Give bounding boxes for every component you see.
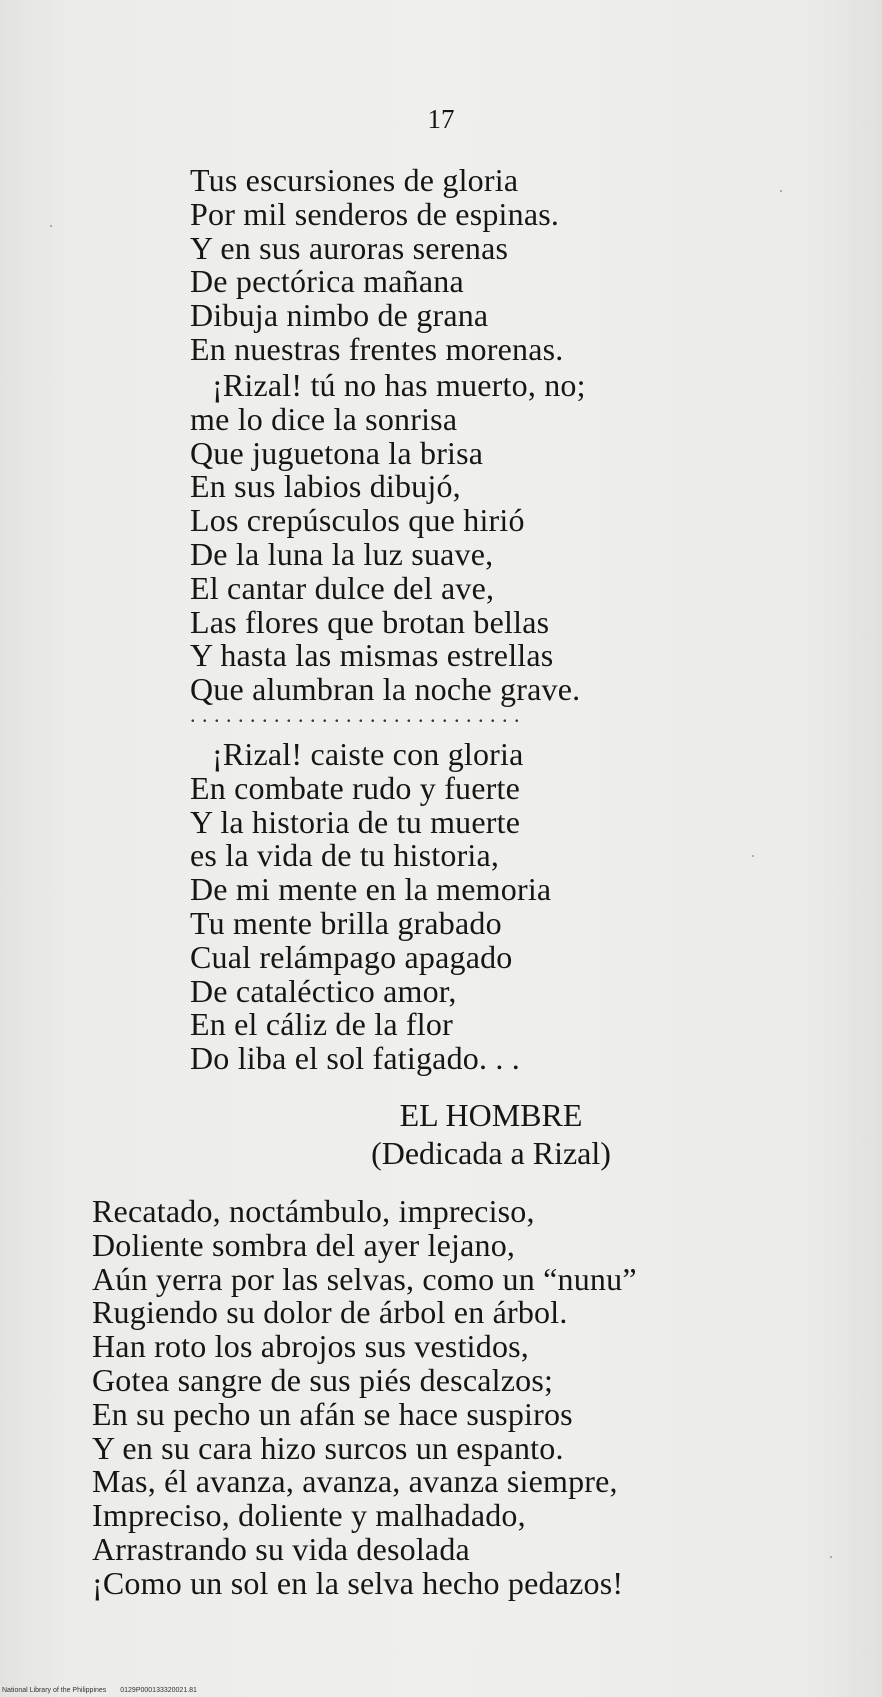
verse-line: Los crepúsculos que hirió <box>190 502 525 539</box>
verse-line: Por mil senderos de espinas. <box>190 195 560 232</box>
verse-line: Recatado, noctámbulo, impreciso, <box>92 1193 535 1229</box>
stanza-3 <box>190 738 551 1076</box>
verse-line: ¡Rizal! tú no has muerto, no; <box>212 367 586 403</box>
verse-line: me lo dice la sonrisa <box>190 400 458 437</box>
verse-line: Impreciso, doliente y malhadado, <box>92 1497 526 1534</box>
verse-line: Arrastrando su vida desolada <box>92 1530 470 1567</box>
scan-speck <box>830 1556 832 1558</box>
verse-line: Doliente sombra del ayer lejano, <box>92 1226 516 1263</box>
verse-line: De pectórica mañana <box>190 263 464 300</box>
verse-line: Han roto los abrojos sus vestidos, <box>92 1328 530 1365</box>
scan-speck <box>50 225 52 227</box>
verse-line: ¡Como un sol en la selva hecho pedazos! <box>92 1564 624 1601</box>
verse-line: Y hasta las mismas estrellas <box>190 637 554 674</box>
verse-line: En el cáliz de la flor <box>190 1006 453 1043</box>
verse-line: Tus escursiones de gloria <box>190 162 519 198</box>
verse-line: Dibuja nimbo de grana <box>190 297 489 334</box>
verse-line: En sus labios dibujó, <box>190 468 461 505</box>
scan-speck <box>780 190 782 192</box>
ellipsis-separator: ............................ <box>190 702 526 727</box>
verse-line: Mas, él avanza, avanza, avanza siempre, <box>92 1463 618 1500</box>
verse-line: Rugiendo su dolor de árbol en árbol. <box>92 1294 568 1331</box>
page-number: 17 <box>427 104 455 134</box>
verse-line: En combate rudo y fuerte <box>190 769 521 806</box>
poem-title: EL HOMBRE <box>399 1097 583 1133</box>
verse-line: En su pecho un afán se hace suspiros <box>92 1395 573 1432</box>
stanza-1 <box>190 164 563 367</box>
verse-line: El cantar dulce del ave, <box>190 569 495 606</box>
verse-line: Las flores que brotan bellas <box>190 603 550 640</box>
stanza-4 <box>92 1195 637 1601</box>
verse-line: es la vida de tu historia, <box>190 837 500 874</box>
verse-line: Aún yerra por las selvas, como un “nunu” <box>92 1260 637 1297</box>
poem-dedication: (Dedicada a Rizal) <box>371 1135 611 1171</box>
verse-line: En nuestras frentes morenas. <box>190 330 564 367</box>
verse-line: Y la historia de tu muerte <box>190 803 521 840</box>
footer-item-id: 0129P000133320021.81 <box>120 1687 197 1694</box>
verse-line: Que juguetona la brisa <box>190 434 484 471</box>
verse-line: ¡Rizal! caiste con gloria <box>212 736 524 772</box>
verse-line: Que alumbran la noche grave. <box>190 671 581 708</box>
verse-line: De la luna la luz suave, <box>190 535 494 572</box>
stanza-2 <box>190 369 586 707</box>
scan-speck <box>752 855 754 857</box>
verse-line: Y en sus auroras serenas <box>190 229 509 266</box>
scan-footer <box>2 1687 209 1694</box>
verse-line: Do liba el sol fatigado. . . <box>190 1040 520 1077</box>
verse-line: De cataléctico amor, <box>190 972 457 1009</box>
footer-library: National Library of the Philippines <box>2 1687 107 1694</box>
verse-line: De mi mente en la memoria <box>190 871 552 908</box>
verse-line: Y en su cara hizo surcos un espanto. <box>92 1429 564 1466</box>
verse-line: Cual relámpago apagado <box>190 938 513 975</box>
verse-line: Tu mente brilla grabado <box>190 904 502 941</box>
verse-line: Gotea sangre de sus piés descalzos; <box>92 1361 554 1398</box>
